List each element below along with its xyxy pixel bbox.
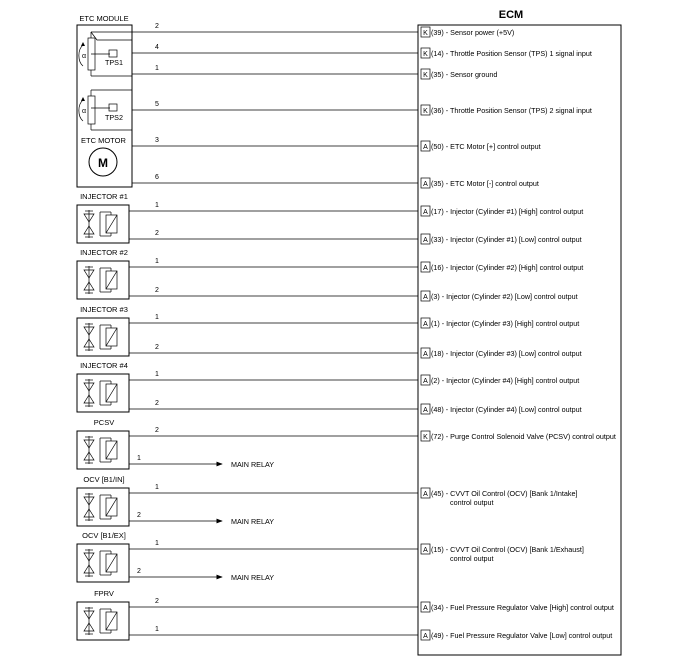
- signal-label-cont: control output: [450, 554, 494, 563]
- connector-letter: K: [423, 30, 428, 37]
- signal-label: (45) - CVVT Oil Control (OCV) [Bank 1/Intake]: [431, 489, 578, 498]
- ecm-box: [418, 25, 621, 655]
- pin-label: 1: [137, 455, 141, 462]
- signal-label-cont: control output: [450, 498, 494, 507]
- signal-label: (1) - Injector (Cylinder #3) [High] control output: [431, 319, 580, 328]
- ocv-ex-valve-symbol: [77, 544, 129, 582]
- injector-3-valve-symbol: [77, 318, 129, 356]
- component-label-ocv-in: OCV [B1/IN]: [83, 475, 125, 484]
- connector-letter: A: [423, 351, 428, 358]
- pin-label: 1: [155, 258, 159, 265]
- component-label-injector-4: INJECTOR #4: [80, 361, 128, 370]
- component-label-injector-2: INJECTOR #2: [80, 248, 128, 257]
- signal-label: (18) - Injector (Cylinder #3) [Low] control output: [431, 349, 582, 358]
- pin-label: 1: [155, 484, 159, 491]
- signal-label: (36) - Throttle Position Sensor (TPS) 2 signal input: [431, 106, 592, 115]
- connector-letter: A: [423, 237, 428, 244]
- signal-label: (50) - ETC Motor [+] control output: [431, 142, 541, 151]
- main-relay-label: MAIN RELAY: [231, 460, 275, 469]
- etc-motor-label: ETC MOTOR: [81, 136, 126, 145]
- connector-letter: A: [423, 265, 428, 272]
- etc-module-label: ETC MODULE: [79, 14, 129, 23]
- connector-letter: K: [423, 51, 428, 58]
- pin-label: 1: [155, 202, 159, 209]
- ecm-title: ECM: [498, 9, 524, 21]
- motor-m: M: [98, 156, 108, 170]
- pin-label: 5: [155, 101, 159, 108]
- tps1-sensor: [79, 32, 117, 76]
- svg-text:α: α: [82, 53, 87, 60]
- fprv-valve-symbol: [77, 602, 129, 640]
- pin-label: 6: [155, 174, 159, 181]
- pin-label: 2: [155, 598, 159, 605]
- pin-label: 2: [155, 230, 159, 237]
- component-label-fprv: FPRV: [94, 589, 114, 598]
- signal-label: (3) - Injector (Cylinder #2) [Low] control output: [431, 292, 578, 301]
- pin-label: 2: [155, 400, 159, 407]
- signal-label: (48) - Injector (Cylinder #4) [Low] control output: [431, 405, 582, 414]
- signal-label: (72) - Purge Control Solenoid Valve (PCSV) control output: [431, 432, 616, 441]
- signal-label: (16) - Injector (Cylinder #2) [High] control output: [431, 263, 584, 272]
- pin-label: 2: [155, 23, 159, 30]
- component-label-pcsv: PCSV: [93, 418, 115, 427]
- signal-label: (49) - Fuel Pressure Regulator Valve [Low] control output: [431, 631, 613, 640]
- signal-label: (34) - Fuel Pressure Regulator Valve [High] control output: [431, 603, 614, 612]
- signal-label: (17) - Injector (Cylinder #1) [High] control output: [431, 207, 584, 216]
- connector-letter: K: [423, 72, 428, 79]
- pcsv-valve-symbol: [77, 431, 129, 469]
- component-label-injector-1: INJECTOR #1: [80, 192, 128, 201]
- signal-label: (2) - Injector (Cylinder #4) [High] control output: [431, 376, 580, 385]
- connector-letter: K: [423, 434, 428, 441]
- signal-label: (39) - Sensor power (+5V): [431, 28, 515, 37]
- connector-letter: A: [423, 209, 428, 216]
- connector-letter: A: [423, 491, 428, 498]
- pin-label: 2: [137, 512, 141, 519]
- connector-letter: A: [423, 321, 428, 328]
- connector-letter: A: [423, 605, 428, 612]
- pin-label: 2: [137, 568, 141, 575]
- connector-letter: K: [423, 108, 428, 115]
- main-relay-label: MAIN RELAY: [231, 517, 275, 526]
- signal-label: (15) - CVVT Oil Control (OCV) [Bank 1/Exhaust]: [431, 545, 584, 554]
- pin-label: 2: [155, 427, 159, 434]
- component-label-injector-3: INJECTOR #3: [80, 305, 128, 314]
- signal-label: (35) - ETC Motor [-] control output: [431, 179, 539, 188]
- connector-letter: A: [423, 181, 428, 188]
- connector-letter: A: [423, 633, 428, 640]
- signal-label: (33) - Injector (Cylinder #1) [Low] control output: [431, 235, 582, 244]
- main-relay-label: MAIN RELAY: [231, 573, 275, 582]
- injector-1-valve-symbol: [77, 205, 129, 243]
- ocv-in-valve-symbol: [77, 488, 129, 526]
- signal-label: (35) - Sensor ground: [431, 70, 498, 79]
- pin-label: 4: [155, 44, 159, 51]
- connector-letter: A: [423, 144, 428, 151]
- component-label-ocv-ex: OCV [B1/EX]: [82, 531, 126, 540]
- pin-label: 1: [155, 314, 159, 321]
- connector-letter: A: [423, 294, 428, 301]
- pin-label: 2: [155, 287, 159, 294]
- connector-letter: A: [423, 378, 428, 385]
- injector-4-valve-symbol: [77, 374, 129, 412]
- svg-text:α: α: [82, 108, 87, 115]
- tps2-label: TPS2: [105, 113, 123, 122]
- pin-label: 3: [155, 137, 159, 144]
- injector-2-valve-symbol: [77, 261, 129, 299]
- tps1-label: TPS1: [105, 58, 123, 67]
- pin-label: 1: [155, 371, 159, 378]
- pin-label: 1: [155, 626, 159, 633]
- connector-letter: A: [423, 547, 428, 554]
- tps2-sensor: [79, 90, 117, 130]
- pin-label: 1: [155, 540, 159, 547]
- signal-label: (14) - Throttle Position Sensor (TPS) 1 signal input: [431, 49, 592, 58]
- pin-label: 2: [155, 344, 159, 351]
- connector-letter: A: [423, 407, 428, 414]
- pin-label: 1: [155, 65, 159, 72]
